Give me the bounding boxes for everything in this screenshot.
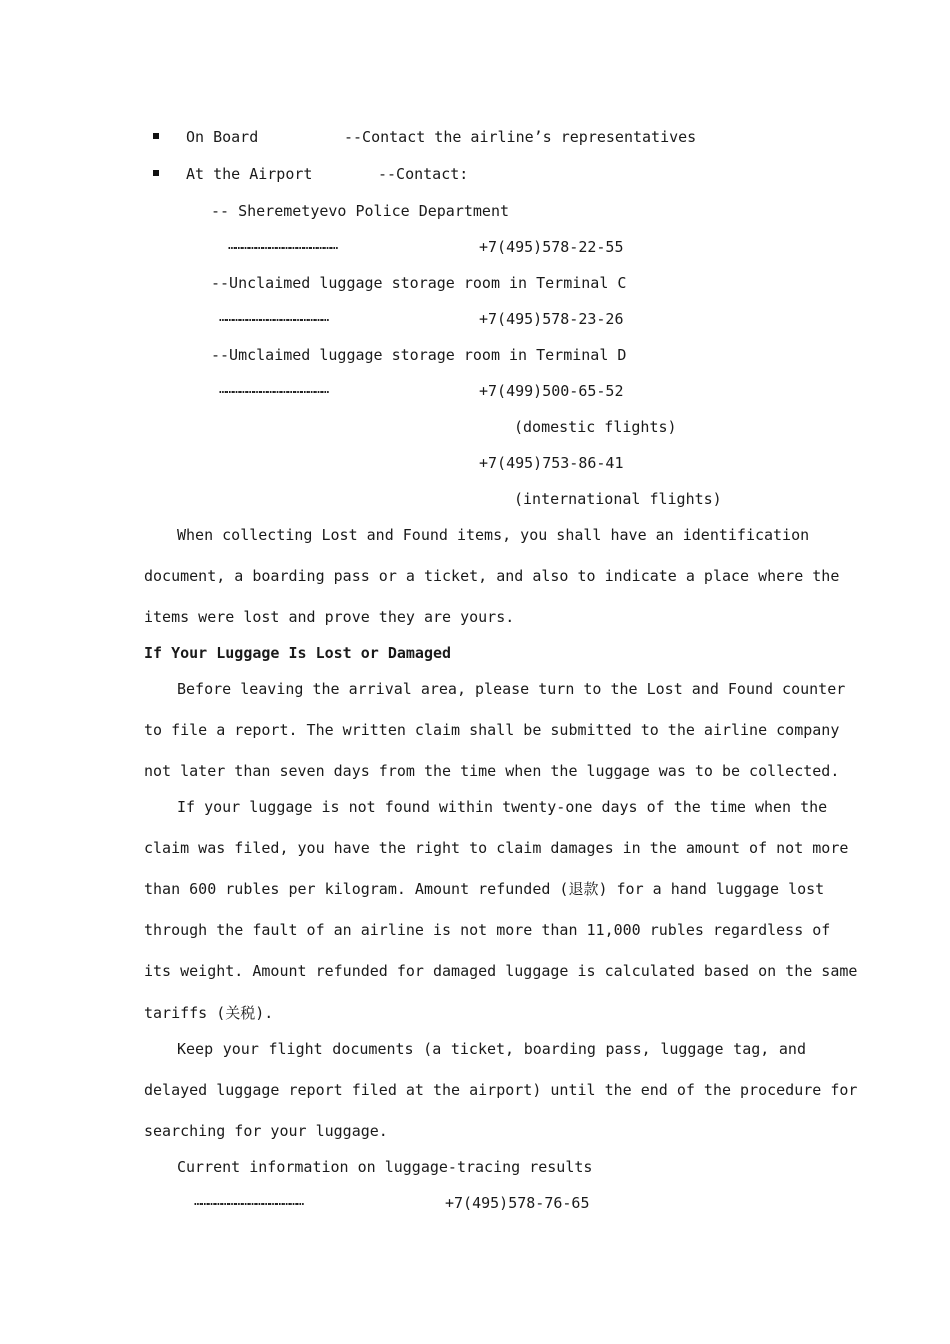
terminal-d-phone-international: +7(495)753-86-41 (479, 454, 624, 472)
collecting-line-3: items were lost and prove they are yours. (144, 608, 515, 626)
tracing-dots: ………………………………………… (194, 1194, 304, 1209)
collecting-line-2: document, a boarding pass or a ticket, and also to indicate a place where the (144, 567, 840, 585)
p1-line-2: to file a report. The written claim shall be submitted to the airline company (144, 721, 840, 739)
terminal-c-dots: ………………………………………… (219, 310, 329, 325)
onboard-text: --Contact the airline’s representatives (344, 128, 697, 146)
p2-line-4: through the fault of an airline is not more than 11,000 rubles regardless of (144, 921, 831, 939)
bullet-onboard (153, 133, 159, 139)
police-dots: ………………………………………… (228, 238, 338, 253)
terminal-d-dots: ………………………………………… (219, 382, 329, 397)
bullet-airport (153, 170, 159, 176)
terminal-c-name: --Unclaimed luggage storage room in Terminal C (211, 274, 627, 292)
p1-line-3: not later than seven days from the time when the luggage was to be collected. (144, 762, 840, 780)
police-phone: +7(495)578-22-55 (479, 238, 624, 256)
terminal-d-note-domestic: (domestic flights) (514, 418, 677, 436)
p2-line-2: claim was filed, you have the right to claim damages in the amount of not more (144, 839, 849, 857)
p3-line-3: searching for your luggage. (144, 1122, 388, 1140)
terminal-d-note-international: (international flights) (514, 490, 722, 508)
terminal-d-name: --Umclaimed luggage storage room in Terminal D (211, 346, 627, 364)
p3-line-1: Keep your flight documents (a ticket, boarding pass, luggage tag, and (177, 1040, 806, 1058)
tracing-phone: +7(495)578-76-65 (445, 1194, 590, 1212)
airport-text: --Contact: (378, 165, 469, 183)
onboard-label: On Board (186, 128, 259, 146)
p2-line-1: If your luggage is not found within twenty-one days of the time when the (177, 798, 828, 816)
p1-line-1: Before leaving the arrival area, please turn to the Lost and Found counter (177, 680, 846, 698)
terminal-c-phone: +7(495)578-23-26 (479, 310, 624, 328)
p2-line-3: than 600 rubles per kilogram. Amount refunded (退款) for a hand luggage lost (144, 880, 825, 898)
terminal-d-phone-domestic: +7(499)500-65-52 (479, 382, 624, 400)
tracing-text: Current information on luggage-tracing results (177, 1158, 593, 1176)
airport-label: At the Airport (186, 165, 313, 183)
p3-line-2: delayed luggage report filed at the airport) until the end of the procedure for (144, 1081, 858, 1099)
section-heading: If Your Luggage Is Lost or Damaged (144, 644, 452, 662)
collecting-line-1: When collecting Lost and Found items, you shall have an identification (177, 526, 810, 544)
p2-line-5: its weight. Amount refunded for damaged luggage is calculated based on the same (144, 962, 858, 980)
p2-line-6: tariffs (关税). (144, 1004, 274, 1022)
police-name: -- Sheremetyevo Police Department (211, 202, 510, 220)
